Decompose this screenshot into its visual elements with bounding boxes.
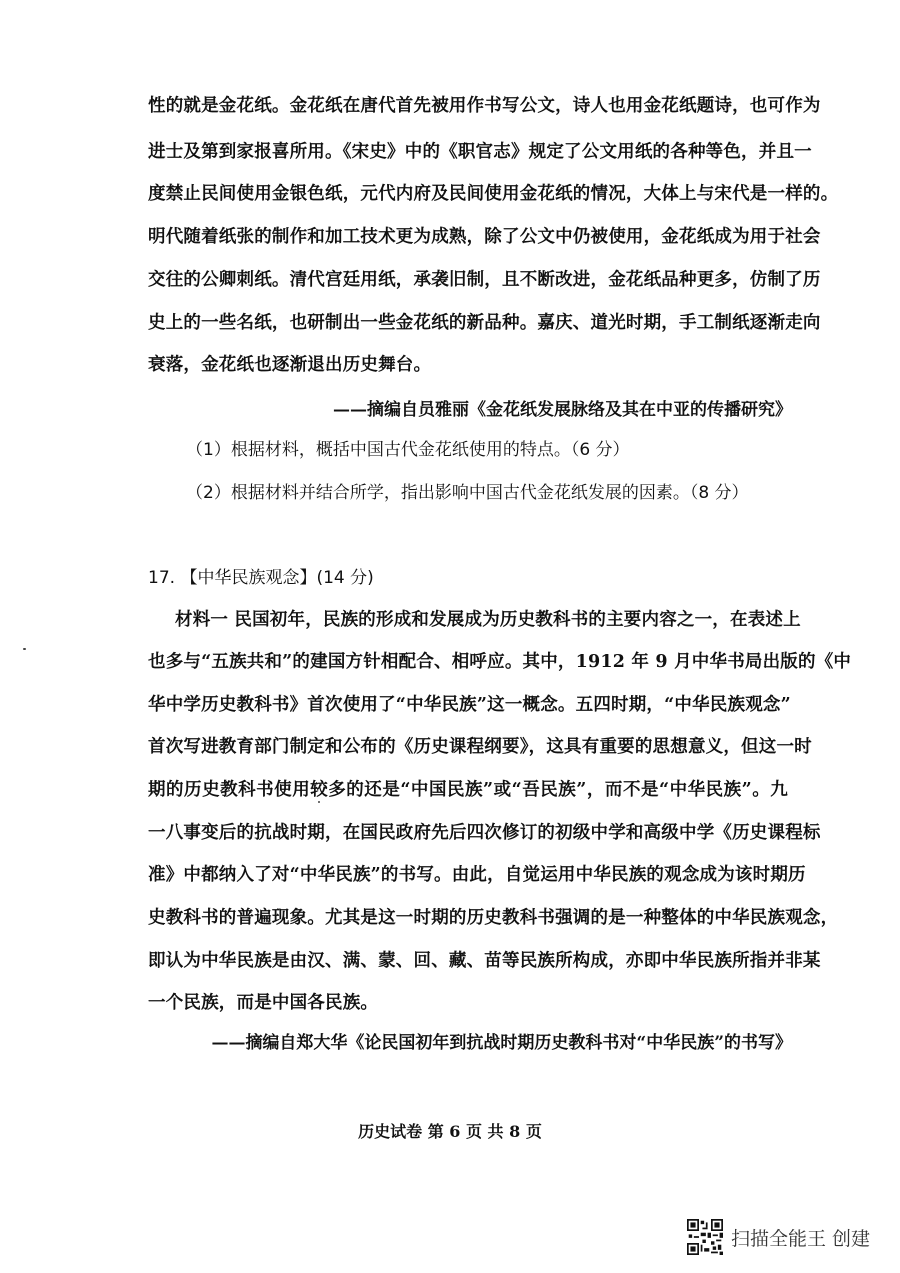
material-line: 也多与“五族共和”的建国方针相配合、相呼应。其中，1912 年 9 月中华书局出版的《中 [148, 652, 852, 672]
passage-line: 衰落，金花纸也逐渐退出历史舞台。 [148, 355, 432, 375]
material-line: 材料一 民国初年，民族的形成和发展成为历史教科书的主要内容之一，在表述上 [175, 610, 801, 630]
material-line: 一个民族，而是中国各民族。 [148, 993, 379, 1013]
passage-source: ——摘编自员雅丽《金花纸发展脉络及其在中亚的传播研究》 [333, 400, 792, 420]
scan-speck [23, 648, 26, 650]
question-16-1: （1）根据材料，概括中国古代金花纸使用的特点。（6 分） [186, 440, 630, 460]
qr-code-icon [687, 1219, 723, 1255]
passage-line: 性的就是金花纸。金花纸在唐代首先被用作书写公文，诗人也用金花纸题诗，也可作为 [148, 96, 821, 116]
material-line: 首次写进教育部门制定和公布的《历史课程纲要》，这具有重要的思想意义，但这一时 [148, 737, 812, 757]
material-source: ——摘编自郑大华《论民国初年到抗战时期历史教科书对“中华民族”的书写》 [211, 1033, 792, 1053]
scanner-watermark-text: 扫描全能王 创建 [730, 1227, 870, 1250]
passage-line: 进士及第到家报喜所用。《宋史》中的《职官志》规定了公文用纸的各种等色，并且一 [148, 142, 812, 162]
passage-line: 度禁止民间使用金银色纸，元代内府及民间使用金花纸的情况，大体上与宋代是一样的。 [148, 184, 839, 204]
page-footer: 历史试卷 第 6 页 共 8 页 [358, 1122, 542, 1141]
passage-line: 史上的一些名纸，也研制出一些金花纸的新品种。嘉庆、道光时期，手工制纸逐渐走向 [148, 313, 821, 333]
passage-line: 交往的公卿刺纸。清代宫廷用纸，承袭旧制，且不断改进，金花纸品种更多，仿制了历 [148, 270, 821, 290]
scanner-watermark [687, 1218, 870, 1256]
material-line: 准》中都纳入了对“中华民族”的书写。由此，自觉运用中华民族的观念成为该时期历 [148, 865, 806, 885]
passage-line: 明代随着纸张的制作和加工技术更为成熟，除了公文中仍被使用，金花纸成为用于社会 [148, 227, 821, 247]
material-line: 即认为中华民族是由汉、满、蒙、回、藏、苗等民族所构成，亦即中华民族所指并非某 [148, 951, 821, 971]
material-line: 华中学历史教科书》首次使用了“中华民族”这一概念。五四时期，“中华民族观念” [148, 695, 791, 715]
question-16-2: （2）根据材料并结合所学，指出影响中国古代金花纸发展的因素。（8 分） [186, 483, 749, 503]
material-line: 期的历史教科书使用较多的还是“中国民族”或“吾民族”，而不是“中华民族”。九 [148, 780, 788, 800]
material-line: 一八事变后的抗战时期，在国民政府先后四次修订的初级中学和高级中学《历史课程标 [148, 823, 821, 843]
scan-speck [318, 801, 320, 803]
question-17-heading: 17. 【中华民族观念】(14 分) [148, 568, 374, 588]
material-line: 史教科书的普遍现象。尤其是这一时期的历史教科书强调的是一种整体的中华民族观念， [148, 908, 839, 928]
